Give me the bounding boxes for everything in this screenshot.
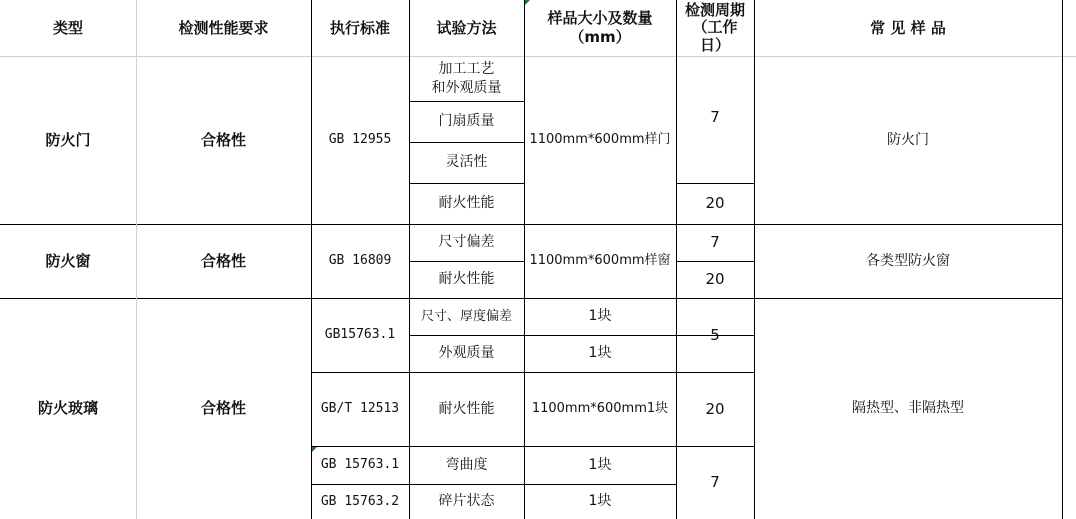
sample-fire-glass-1: 1块 — [588, 308, 612, 325]
sample-fire-glass-2: 1块 — [588, 345, 612, 362]
type-fire-door: 防火门 — [45, 130, 91, 149]
common-fire-window: 各类型防火窗 — [866, 252, 950, 269]
standard-fire-glass-1: GB15763.1 — [324, 327, 396, 343]
method-fire-glass-4: 弯曲度 — [445, 456, 488, 473]
method-fire-door-4: 耐火性能 — [438, 195, 495, 212]
requirement-fire-glass: 合格性 — [200, 399, 246, 418]
method-fire-glass-3: 耐火性能 — [438, 400, 495, 417]
grid-line — [1062, 0, 1063, 519]
header-method: 试验方法 — [436, 18, 497, 37]
method-fire-glass-2: 外观质量 — [438, 345, 495, 362]
cycle-fire-door-1: 7 — [710, 108, 720, 127]
method-fire-door-1: 加工工艺 和外观质量 — [431, 61, 502, 96]
standard-fire-window: GB 16809 — [328, 253, 392, 269]
header-type: 类型 — [52, 18, 83, 37]
common-fire-door: 防火门 — [887, 131, 929, 148]
common-fire-glass: 隔热型、非隔热型 — [852, 400, 964, 417]
method-fire-door-2: 门扇质量 — [438, 113, 495, 130]
header-sample-size: 样品大小及数量 （mm） — [547, 9, 653, 46]
cycle-fire-glass-1: 5 — [710, 325, 720, 344]
cycle-fire-window-1: 7 — [710, 233, 720, 252]
method-fire-window-2: 耐火性能 — [438, 271, 495, 288]
cycle-fire-glass-3: 7 — [710, 473, 720, 492]
standard-fire-glass-2: GB/T 12513 — [320, 401, 400, 417]
header-requirement: 检测性能要求 — [178, 18, 269, 37]
sample-fire-glass-4: 1块 — [588, 456, 612, 473]
sample-fire-glass-5: 1块 — [588, 493, 612, 510]
method-fire-door-3: 灵活性 — [445, 154, 488, 171]
type-fire-glass: 防火玻璃 — [37, 399, 98, 418]
header-standard: 执行标准 — [329, 18, 390, 37]
standard-fire-door: GB 12955 — [328, 132, 392, 148]
cycle-fire-door-2: 20 — [705, 194, 725, 213]
sample-fire-glass-3: 1100mm*600mm1块 — [531, 401, 669, 417]
sample-fire-window: 1100mm*600mm样窗 — [529, 253, 671, 269]
requirement-fire-window: 合格性 — [200, 251, 246, 270]
standard-fire-glass-3: GB 15763.1 — [320, 457, 400, 473]
header-cycle: 检测周期 （工作 日） — [684, 1, 745, 54]
sample-fire-door: 1100mm*600mm样门 — [529, 132, 671, 148]
requirement-fire-door: 合格性 — [200, 130, 246, 149]
cycle-fire-glass-2: 20 — [705, 399, 725, 418]
method-fire-glass-1: 尺寸、厚度偏差 — [420, 308, 512, 324]
type-fire-window: 防火窗 — [45, 251, 91, 270]
method-fire-glass-5: 碎片状态 — [438, 493, 495, 510]
method-fire-window-1: 尺寸偏差 — [438, 234, 495, 251]
header-common-samples: 常 见 样 品 — [870, 18, 946, 37]
standard-fire-glass-4: GB 15763.2 — [320, 493, 400, 509]
cycle-fire-window-2: 20 — [705, 270, 725, 289]
